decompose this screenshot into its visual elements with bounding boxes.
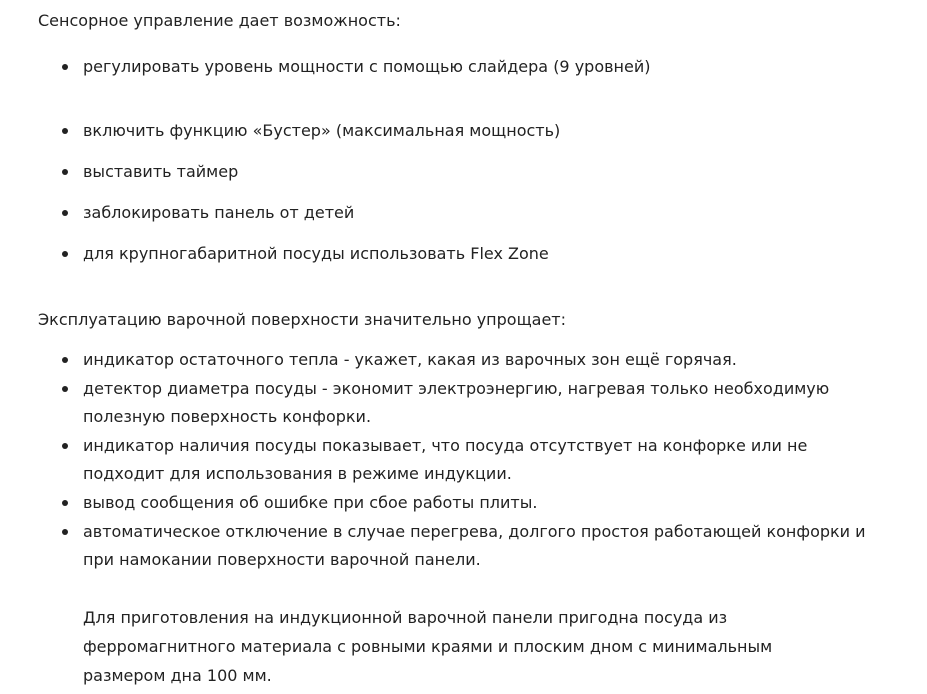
cookware-note — [83, 603, 883, 690]
operation-features-list — [62, 346, 866, 575]
list-item: автоматическое отключение в случае перегрева, долгого простоя работающей конфорки и при намокании поверхности варочной панели. — [62, 518, 866, 574]
list-item: детектор диаметра посуды - экономит электроэнергию, нагревая только необходимую полезную поверхность конфорки. — [62, 375, 866, 431]
list-item: вывод сообщения об ошибке при сбое работы плиты. — [62, 489, 866, 517]
list-item: индикатор остаточного тепла - укажет, какая из варочных зон ещё горячая. — [62, 346, 866, 374]
section1-intro: Сенсорное управление дает возможность: — [38, 11, 401, 30]
control-features-list-continued — [62, 117, 560, 281]
note-line: Для приготовления на индукционной варочной панели пригодна посуда из — [83, 608, 728, 627]
note-line: ферромагнитного материала с ровными краями и плоским дном с минимальным — [83, 637, 773, 656]
list-item: заблокировать панель от детей — [62, 199, 560, 227]
section2-intro: Эксплуатацию варочной поверхности значительно упрощает: — [38, 310, 567, 329]
list-item: выставить таймер — [62, 158, 560, 186]
list-item: индикатор наличия посуды показывает, что посуда отсутствует на конфорке или не подходит для использования в режиме индукции. — [62, 432, 866, 488]
list-item: для крупногабаритной посуды использовать Flex Zone — [62, 240, 560, 268]
note-line: размером дна 100 мм. — [83, 666, 272, 685]
list-item: регулировать уровень мощности с помощью слайдера (9 уровней) — [62, 53, 650, 81]
list-item: включить функцию «Бустер» (максимальная мощность) — [62, 117, 560, 145]
